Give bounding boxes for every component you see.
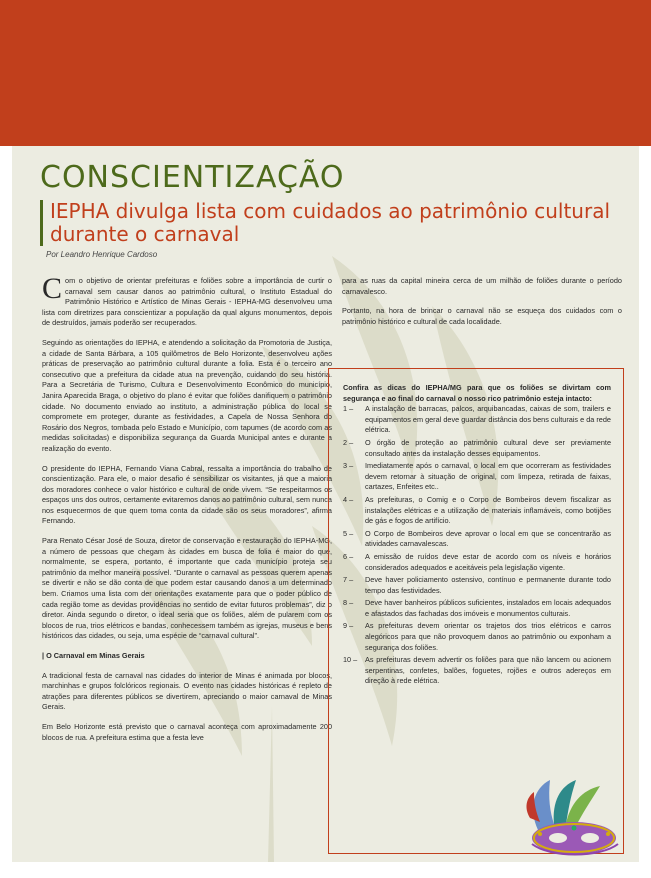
top-color-band [0,0,651,146]
paragraph: Para Renato César José de Souza, diretor de conservação e restauração do IEPHA-MG, a número de pessoas que chegam às cidades em busca de folia é maior do que, normalmente, se espera, portanto, é importante que cada município proteja seu patrimônio da melhor maneira possível. “Durante o carnaval as pessoas querem apenas se divertir e não se dão conta de que podem estar causando danos a um determinado bem. Criamos uma lista com der orientações exatamente para que o poder público de cada região tome as devidas providências no sentido de evitar futuros problemas”, diz o diretor. Ainda segundo o diretor, o ideal seria que os foliões, além de pularem com os blocos de rua, trios elétricos e bandas, conhecessem também as igrejas, museus e bens históricos das cidades, ou seja, uma espécie de “carnaval cultural”. [42,536,332,641]
tip-text: Deve haver policiamento ostensivo, contínuo e permanente durante todo tempo das festividades. [365,575,611,595]
tip-text: As prefeituras devem orientar os trajetos dos trios elétricos e carros alegóricos para que não provoquem danos ao patrimônio ou exponham a segurança dos foliões. [365,621,611,652]
tips-list [343,404,611,687]
tip-number: 4 – [343,494,354,504]
tip-text: O órgão de proteção ao patrimônio cultural deve ser previamente consultado antes da instalação desses equipamentos. [365,437,611,458]
drop-cap: C [42,272,63,305]
tip-item [343,575,611,596]
tip-text: A instalação de barracas, palcos, arquibancadas, caixas de som, trailers e equipamentos em geral deve guardar distância dos bens culturais e da rede elétrica. [365,404,611,435]
tip-number: 6 – [343,551,354,561]
paragraph: A tradicional festa de carnaval nas cidades do interior de Minas é animada por blocos, marchinhas e grupos folclóricos regionais. O evento nas cidades históricas é repleto de atrações para diferentes públicos se divertirem, apreciando o maior carnaval de Minas Gerais. [42,670,332,712]
paragraph: Seguindo as orientações do IEPHA, e atendendo a solicitação da Promotoria de Justiça, a cidade de Santa Bárbara, a 105 quilômetros de Belo Horizonte, desenvolveu ações práticas de preservação ao patrimônio cultural durante a folia. Esta é o terceiro ano consecutivo que a prefeitura da cidade atua na prevenção, cuidando do seu história. Para a Secretária de Turismo, Cultura e Desenvolvimento Econômico do município, Janira Aparecida Braga, o objetivo do plano é evitar que foliões danifiquem o patrimônio cidade. No documento enviado ao instituto, a administração pública do local se compromete em proteger, durante as festividades, a Capela de Nossa Senhora do Rosário dos Negros, tombada pelo Estado e Município, com tapumes (de acordo com as medidas solicitadas) e disponibiliza segurança da Guarda Municipal antes e durante a realização do evento. [42,337,332,453]
tip-text: A emissão de ruídos deve estar de acordo com os níveis e horários considerados adequados e aceitáveis pela legislação vigente. [365,551,611,572]
carnival-mask-icon [520,778,632,860]
headline-block [40,200,630,246]
headline: IEPHA divulga lista com cuidados ao patrimônio cultural durante o carnaval [50,199,610,246]
tip-item [343,552,611,573]
tip-number: 1 – [343,404,354,414]
article-page [12,146,639,862]
left-column [42,272,332,752]
tip-item [343,621,611,653]
tip-number: 3 – [343,461,354,471]
paragraph: para as ruas da capital mineira cerca de um milhão de foliões durante o período carnavalesco. [342,276,622,296]
paragraph: O presidente do IEPHA, Fernando Viana Cabral, ressalta a importância do trabalho de conscientização. Para ele, o maior desafio é sensibilizar os visitantes, já que a maioria dos moradores conhece o valor histórico e cultural de onde vivem. “Se respeitarmos os espaços uns dos outros, certamente evitaremos danos ao patrimônio cultural, sem nunca nos esquecermos de que quem toma conta da cidade são os seus moradores”, afirma Fernando. [42,463,332,526]
paragraph: Em Belo Horizonte está previsto que o carnaval aconteça com aproximadamente 200 blocos de rua. A prefeitura estima que a festa leve [42,721,332,742]
tip-number: 7 – [343,575,354,585]
paragraph: Portanto, na hora de brincar o carnaval não se esqueça dos cuidados com o patrimônio histórico e cultural de cada localidade. [342,306,622,326]
tip-text: O Corpo de Bombeiros deve aprovar o local em que se concentrarão as atividades carnavalescas. [365,528,611,549]
tip-number: 8 – [343,598,354,608]
tip-number: 9 – [343,621,354,631]
tip-text: As prefeituras devem advertir os foliões para que não lancem ou acionem serpentinas, confetes, balões, foguetes, rojões e outros adereços em direção à rede elétrica. [365,655,611,686]
section-title: CONSCIENTIZAÇÃO [40,160,345,195]
tip-item [343,438,611,459]
tip-item [343,598,611,619]
tip-item [343,495,611,527]
tip-item [343,529,611,550]
tip-number: 10 – [343,655,358,665]
paragraph [42,272,332,329]
tips-intro: Confira as dicas do IEPHA/MG para que os foliões se divirtam com segurança e ao final do carnaval o nosso rico patrimônio esteja intacto: [343,383,611,403]
tip-item [343,461,611,493]
tip-number: 5 – [343,528,354,538]
tip-text: As prefeituras, o Comig e o Corpo de Bombeiros devem fiscalizar as instalações elétricas e a utilização de materiais inflamáveis, como botijões de gás e fogos de artifício. [365,494,611,526]
tip-number: 2 – [343,437,354,447]
tip-text: Deve haver banheiros públicos suficientes, instalados em locais adequados e afastados das fachadas dos imóveis e monumentos culturais. [365,598,611,618]
paragraph-text: om o objetivo de orientar prefeituras e foliões sobre a importância de curtir o carnaval sem causar danos ao patrimônio cultural, o Instituto Estadual do Patrimônio Histórico e Artístico de Minas Gerais - IEPHA-MG desenvolveu uma lista com diretrizes para conscientizar a população da qual alguns monumentos, depois de destruídos, jamais poderão ser recuperados. [42,276,332,328]
tip-text: Imediatamente após o carnaval, o local em que ocorreram as festividades devem retornar à situação de original, com limpeza, retirada de faixas, cartazes, Enfeites etc.. [365,461,611,492]
tip-item [343,655,611,687]
byline: Por Leandro Henrique Cardoso [46,250,158,259]
right-column [342,276,622,336]
subheading: | O Carnaval em Minas Gerais [42,651,145,660]
tip-item [343,404,611,436]
